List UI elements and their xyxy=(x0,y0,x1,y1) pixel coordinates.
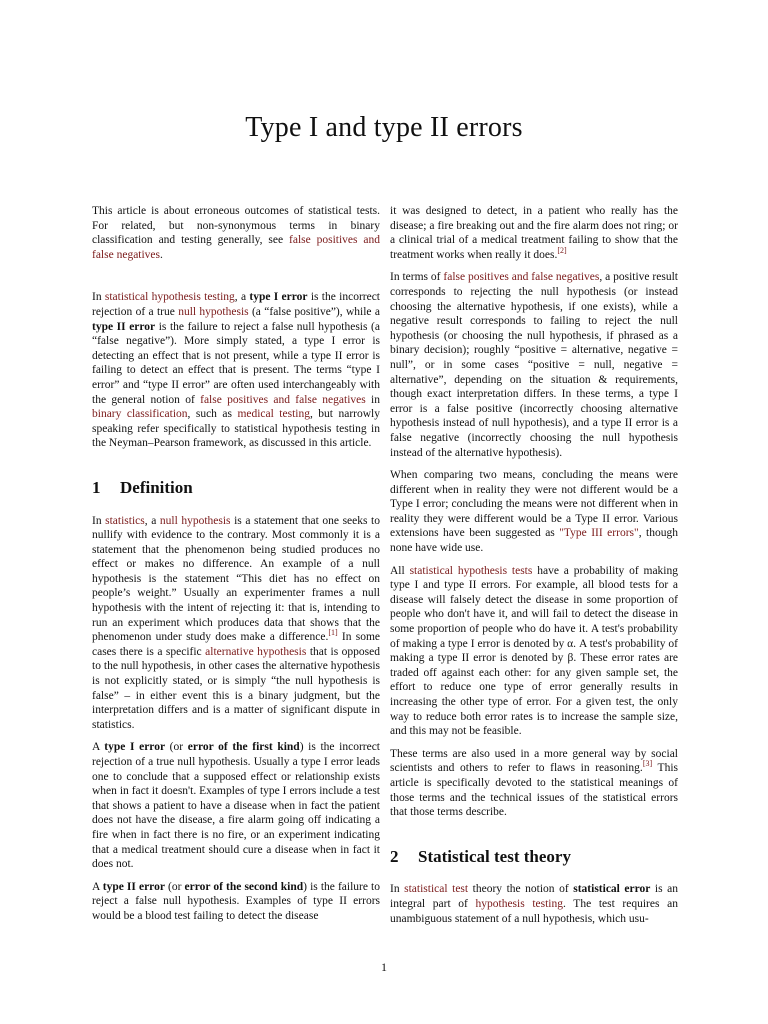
text: (or xyxy=(164,880,185,893)
page-number: 1 xyxy=(381,960,387,974)
link-hypothesis-testing[interactable]: hypothesis testing xyxy=(475,897,563,910)
link-binary-classification[interactable]: binary classification xyxy=(92,408,188,421)
text: In xyxy=(390,883,405,896)
text: is a statement that one seeks to nullify with evidence to the contrary. Most commonly it is a statement that the phenomenon being studied produces no effect or makes no difference. An example of a null hypothesis is the statement “This diet has no effect on people’s weight.” Usually an experimenter frames a null hypothesis with the intent of rejecting it: that is, intending to run an experiment which produces data that shows that the phenomenon under study does make a difference. xyxy=(92,514,380,644)
page-title: Type I and type II errors xyxy=(245,112,523,143)
link-medical-testing[interactable]: medical testing xyxy=(237,408,310,421)
bold-type-ii-error: type II error xyxy=(92,320,156,333)
continued-paragraph xyxy=(390,204,678,262)
link-statistical-hypothesis-testing[interactable]: statistical hypothesis testing xyxy=(104,291,235,304)
text: In xyxy=(92,514,106,527)
text: In xyxy=(92,291,105,304)
definition-paragraph xyxy=(92,514,380,733)
text: (or xyxy=(165,741,188,754)
section-heading-definition xyxy=(92,477,380,497)
section-number: 1 xyxy=(92,477,101,497)
link-alternative-hypothesis[interactable]: alternative hypothesis xyxy=(205,645,307,658)
intro-paragraph xyxy=(92,290,380,451)
citation-2[interactable]: [2] xyxy=(557,245,567,255)
text: These terms are also used in a more general way by social scientists and others to refer to flaws in reasoning. xyxy=(390,747,678,775)
text: in xyxy=(365,393,380,406)
right-column xyxy=(390,204,678,934)
text: . The test requires an unambiguous statement of a null hypothesis, which usu- xyxy=(390,897,678,925)
text: it was designed to detect, in a patient who really has the disease; a fire breaking out and the fire alarm does not ring; or a clinical trial of a medical treatment failing to show that the treatment works when really it does. xyxy=(390,205,678,261)
text: (a “false positive”), while a xyxy=(248,305,380,318)
probability-paragraph xyxy=(390,564,678,739)
citation-3[interactable]: [3] xyxy=(642,759,653,769)
text: When comparing two means, concluding the means were different when in reality they were not different would be a Type I error; concluding the means were not different when in reality they were different would be a Type II error. Various extensions have been suggested as xyxy=(390,469,678,540)
positives-negatives-paragraph xyxy=(390,270,678,460)
bold-type-i-error: type I error xyxy=(249,291,308,304)
text: ) is the incorrect rejection of a true null hypothesis. Usually a type I error leads one to conclude that a supposed effect or relationship exists when in fact it doesn't. Examples of type I errors include a test that shows a patient to have a disease when in fact the patient does not have the disease, a fire alarm going off indicating a fire when in fact there is no fire, or an experiment indicating that a medical treatment should cure a disease when in fact it does not. xyxy=(92,741,381,871)
type-i-paragraph xyxy=(92,740,380,871)
bold-error-second-kind: error of the second kind xyxy=(184,880,304,893)
link-false-positives-negatives[interactable]: false positives and false negatives xyxy=(92,234,381,261)
text: , but narrowly speaking refer specifically to statistical hypothesis testing in the Neyman–Pearson framework, as discussed in this article. xyxy=(92,408,380,450)
bold-type-ii-error-2: type II error xyxy=(102,880,165,893)
text: A xyxy=(92,741,105,754)
text: , a xyxy=(234,291,250,304)
hatnote-text: This article is about erroneous outcomes of statistical tests. For related, but non-synonymous terms in binary classification and testing generally, see xyxy=(92,205,380,247)
link-null-hypothesis-2[interactable]: null hypothesis xyxy=(159,514,231,527)
section-title: Definition xyxy=(120,477,193,497)
link-statistical-test[interactable]: statistical test xyxy=(404,883,469,896)
link-null-hypothesis[interactable]: null hypothesis xyxy=(178,305,249,318)
citation-1[interactable]: [1] xyxy=(328,628,338,638)
text: have a probability of making type I and type II errors. For example, all blood tests for a disease will falsely detect the disease in some proportion of people who don't have it, and will fail to detect the disease in some proportion of people who do have it. A test's probability of making a type I error is denoted by α. A test's probability of making a type II error is denoted by β. These error rates are traded off against each other: for any given sample set, the effort to reduce one type of error generally results in increasing the other type of error. For a given test, the only way to reduce both error rates is to increase the sample size, and this may not be feasible. xyxy=(390,564,678,738)
text: is the incorrect rejection of a true xyxy=(92,291,381,318)
section-number: 2 xyxy=(390,846,399,866)
link-false-positives-negatives-3[interactable]: false positives and false negatives xyxy=(443,271,600,284)
text: All xyxy=(390,564,410,577)
text: , such as xyxy=(187,408,238,421)
text: , a positive result corresponds to rejecting the null hypothesis (or instead choosing the alternative hypothesis, if one exists), while a negative result corresponds to failing to reject the null hypothesis (or choosing the null hypothesis, if phrased as a binary decision); roughly “positive = alternative, negative = null”, or in some cases “positive = null, negative = alternative”, depending on the situation & requirements, though exact interpretation differs. In these terms, a type I error is a false positive (incorrectly choosing alternative hypothesis instead of null hypothesis), and a type II error is a false negative (incorrectly choosing the null hypothesis instead of the alternative hypothesis). xyxy=(390,271,678,459)
bold-error-first-kind: error of the first kind xyxy=(187,741,300,754)
text: ) is the failure to reject a false null hypothesis. Examples of type II errors would be a blood test failing to detect the disease xyxy=(92,880,380,922)
comparing-means-paragraph xyxy=(390,468,678,556)
text: This article is specifically devoted to the statistical meanings of those terms and the technical issues of the statistical errors that those terms describe. xyxy=(390,762,678,819)
section-heading-statistical-test-theory xyxy=(390,846,678,866)
text: , a xyxy=(144,514,160,527)
left-column xyxy=(92,204,380,932)
link-statistics[interactable]: statistics xyxy=(105,514,145,527)
text: , though none have wide use. xyxy=(390,527,678,555)
text: A xyxy=(92,880,103,893)
bold-statistical-error: statistical error xyxy=(573,883,651,896)
text: is an integral part of xyxy=(390,883,678,910)
section-title: Statistical test theory xyxy=(418,846,571,866)
link-false-positives-negatives-2[interactable]: false positives and false negatives xyxy=(200,393,366,406)
general-usage-paragraph xyxy=(390,747,678,820)
test-theory-paragraph xyxy=(390,882,678,926)
hatnote xyxy=(92,204,380,262)
text: that is opposed to the null hypothesis, in other cases the alternative hypothesis is not explicitly stated, or is simply “the null hypothesis is false” – in either event this is a binary judgment, but the interpretation differs and is a matter of significant dispute in statistics. xyxy=(92,645,380,731)
hatnote-text-end: . xyxy=(160,248,163,261)
text: is the failure to reject a false null hypothesis (a “false negative”). More simply stated, a type I error is detecting an effect that is not present, while a type II error is failing to detect an effect that is present. The terms “type I error” and “type II error” are often used interchangeably with the general notion of xyxy=(92,320,380,406)
type-ii-paragraph xyxy=(92,880,380,924)
bold-type-i-error-2: type I error xyxy=(104,741,166,754)
text: In some cases there is a specific xyxy=(92,631,380,658)
link-statistical-hypothesis-tests[interactable]: statistical hypothesis tests xyxy=(409,564,533,577)
text: In terms of xyxy=(390,271,444,284)
text: theory the notion of xyxy=(468,883,574,896)
link-type-iii-errors[interactable]: "Type III errors" xyxy=(559,527,639,540)
